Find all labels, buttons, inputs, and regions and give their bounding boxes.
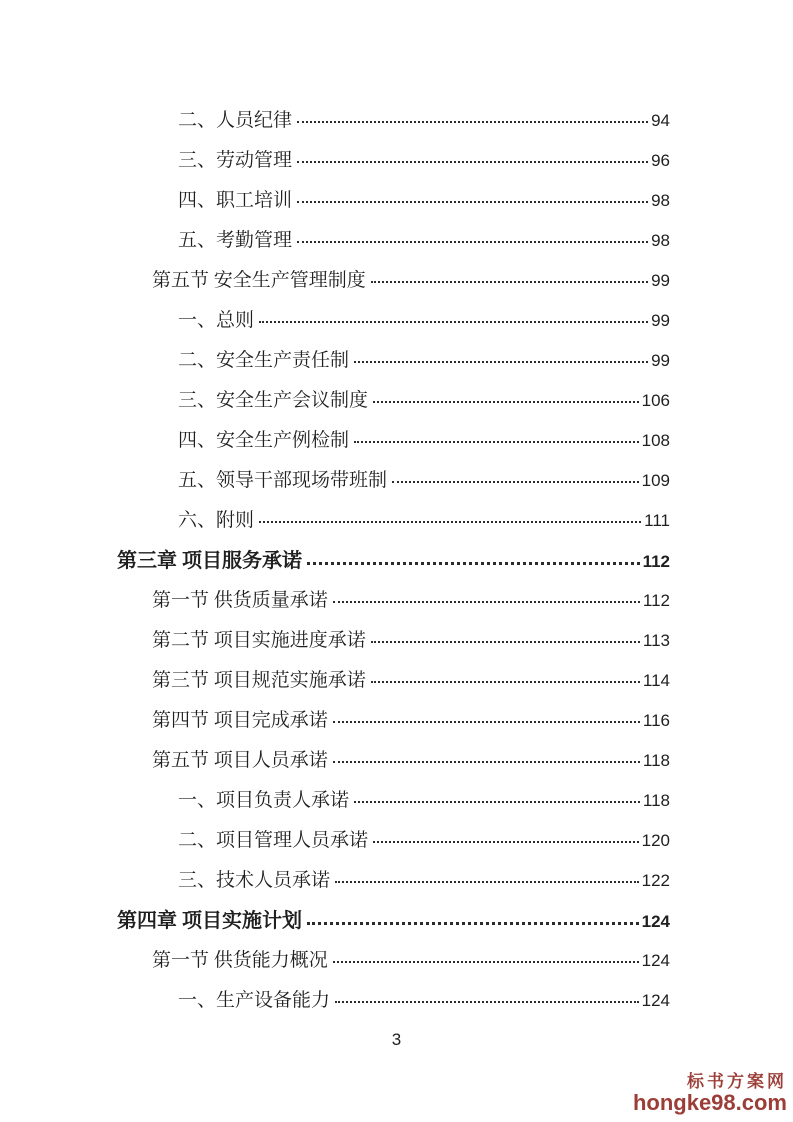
- toc-entry-page: 112: [642, 552, 670, 571]
- leader-dots-icon: [335, 1001, 639, 1003]
- toc-entry[interactable]: [178, 141, 670, 181]
- watermark-site-name: 标书方案网: [687, 1072, 787, 1092]
- toc-entry-label: 四、安全生产例检制: [178, 430, 350, 451]
- toc-entry-label: 五、考勤管理: [178, 230, 293, 251]
- leader-dots-icon: [354, 801, 640, 803]
- site-watermark: [633, 1072, 787, 1116]
- toc-entry-label: 第五节 安全生产管理制度: [152, 270, 366, 291]
- toc-entry[interactable]: [152, 701, 670, 741]
- toc-entry[interactable]: [152, 741, 670, 781]
- watermark-site-url: hongke98.com: [632, 1090, 787, 1116]
- toc-entry[interactable]: [152, 581, 670, 621]
- toc-entry-page: 118: [642, 751, 670, 770]
- toc-entry-page: 106: [641, 391, 670, 410]
- toc-entry-label: 二、安全生产责任制: [178, 350, 350, 371]
- leader-dots-icon: [333, 601, 640, 603]
- toc-entry-label: 一、总则: [178, 310, 255, 331]
- toc-entry-label: 三、技术人员承诺: [178, 870, 331, 891]
- toc-entry[interactable]: [117, 901, 670, 941]
- toc-entry-page: 108: [641, 431, 670, 450]
- leader-dots-icon: [392, 481, 639, 483]
- toc-entry[interactable]: [178, 341, 670, 381]
- toc-entry[interactable]: [178, 301, 670, 341]
- toc-entry-page: 120: [641, 831, 670, 850]
- leader-dots-icon: [333, 761, 640, 763]
- toc-entry-page: 124: [641, 991, 670, 1010]
- toc-entry-label: 二、项目管理人员承诺: [178, 830, 369, 851]
- toc-entry-page: 124: [641, 912, 670, 931]
- toc-entry[interactable]: [152, 941, 670, 981]
- toc-entry[interactable]: [178, 501, 670, 541]
- toc-entry-label: 三、劳动管理: [178, 150, 293, 171]
- toc-entry[interactable]: [178, 181, 670, 221]
- toc-entry-label: 二、人员纪律: [178, 110, 293, 131]
- leader-dots-icon: [297, 241, 648, 243]
- toc-entry-page: 94: [651, 111, 670, 130]
- toc-entry-page: 113: [642, 631, 670, 650]
- toc-entry[interactable]: [152, 661, 670, 701]
- toc-entry[interactable]: [178, 781, 670, 821]
- toc-entry[interactable]: [178, 381, 670, 421]
- toc-entry-label: 第四章 项目实施计划: [117, 910, 302, 932]
- leader-dots-icon: [371, 641, 640, 643]
- leader-dots-icon: [259, 321, 648, 323]
- toc-entry-page: 98: [651, 191, 670, 210]
- toc-entry-label: 第三节 项目规范实施承诺: [152, 670, 366, 691]
- leader-dots-icon: [259, 521, 641, 523]
- toc-entry-page: 96: [651, 151, 670, 170]
- toc-entry-label: 四、职工培训: [178, 190, 293, 211]
- leader-dots-icon: [371, 281, 648, 283]
- toc-entry-label: 第一节 供货能力概况: [152, 950, 328, 971]
- toc-entry-page: 99: [651, 311, 670, 330]
- toc-entry[interactable]: [152, 261, 670, 301]
- leader-dots-icon: [307, 922, 639, 925]
- toc-entry-page: 112: [642, 591, 670, 610]
- toc-entry-page: 99: [651, 271, 670, 290]
- leader-dots-icon: [297, 121, 648, 123]
- toc-entry-label: 三、安全生产会议制度: [178, 390, 369, 411]
- table-of-contents: [117, 101, 670, 1021]
- leader-dots-icon: [307, 562, 640, 565]
- toc-entry-label: 六、附则: [178, 510, 255, 531]
- toc-entry[interactable]: [178, 981, 670, 1021]
- leader-dots-icon: [354, 361, 648, 363]
- leader-dots-icon: [373, 841, 639, 843]
- toc-entry-page: 99: [651, 351, 670, 370]
- toc-entry[interactable]: [117, 541, 670, 581]
- toc-entry-page: 109: [641, 471, 670, 490]
- toc-entry-label: 第三章 项目服务承诺: [117, 550, 302, 572]
- toc-entry[interactable]: [178, 101, 670, 141]
- footer-page-number: 3: [391, 1030, 402, 1049]
- leader-dots-icon: [333, 721, 640, 723]
- toc-entry-page: 122: [641, 871, 670, 890]
- toc-entry-label: 第五节 项目人员承诺: [152, 750, 328, 771]
- toc-entry-page: 124: [641, 951, 670, 970]
- toc-entry-page: 116: [642, 711, 670, 730]
- toc-entry-page: 98: [651, 231, 670, 250]
- leader-dots-icon: [297, 161, 648, 163]
- toc-entry-page: 114: [642, 671, 670, 690]
- toc-entry-label: 第二节 项目实施进度承诺: [152, 630, 366, 651]
- toc-entry[interactable]: [178, 421, 670, 461]
- toc-entry[interactable]: [178, 221, 670, 261]
- leader-dots-icon: [335, 881, 639, 883]
- toc-entry-label: 一、项目负责人承诺: [178, 790, 350, 811]
- leader-dots-icon: [371, 681, 640, 683]
- toc-entry[interactable]: [152, 621, 670, 661]
- leader-dots-icon: [354, 441, 639, 443]
- toc-entry-label: 第四节 项目完成承诺: [152, 710, 328, 731]
- toc-entry[interactable]: [178, 461, 670, 501]
- toc-entry-label: 第一节 供货质量承诺: [152, 590, 328, 611]
- leader-dots-icon: [297, 201, 648, 203]
- toc-entry-page: 111: [644, 511, 670, 530]
- toc-entry-page: 118: [642, 791, 670, 810]
- toc-entry-label: 五、领导干部现场带班制: [178, 470, 388, 491]
- leader-dots-icon: [373, 401, 639, 403]
- leader-dots-icon: [333, 961, 639, 963]
- toc-entry[interactable]: [178, 821, 670, 861]
- toc-entry[interactable]: [178, 861, 670, 901]
- toc-entry-label: 一、生产设备能力: [178, 990, 331, 1011]
